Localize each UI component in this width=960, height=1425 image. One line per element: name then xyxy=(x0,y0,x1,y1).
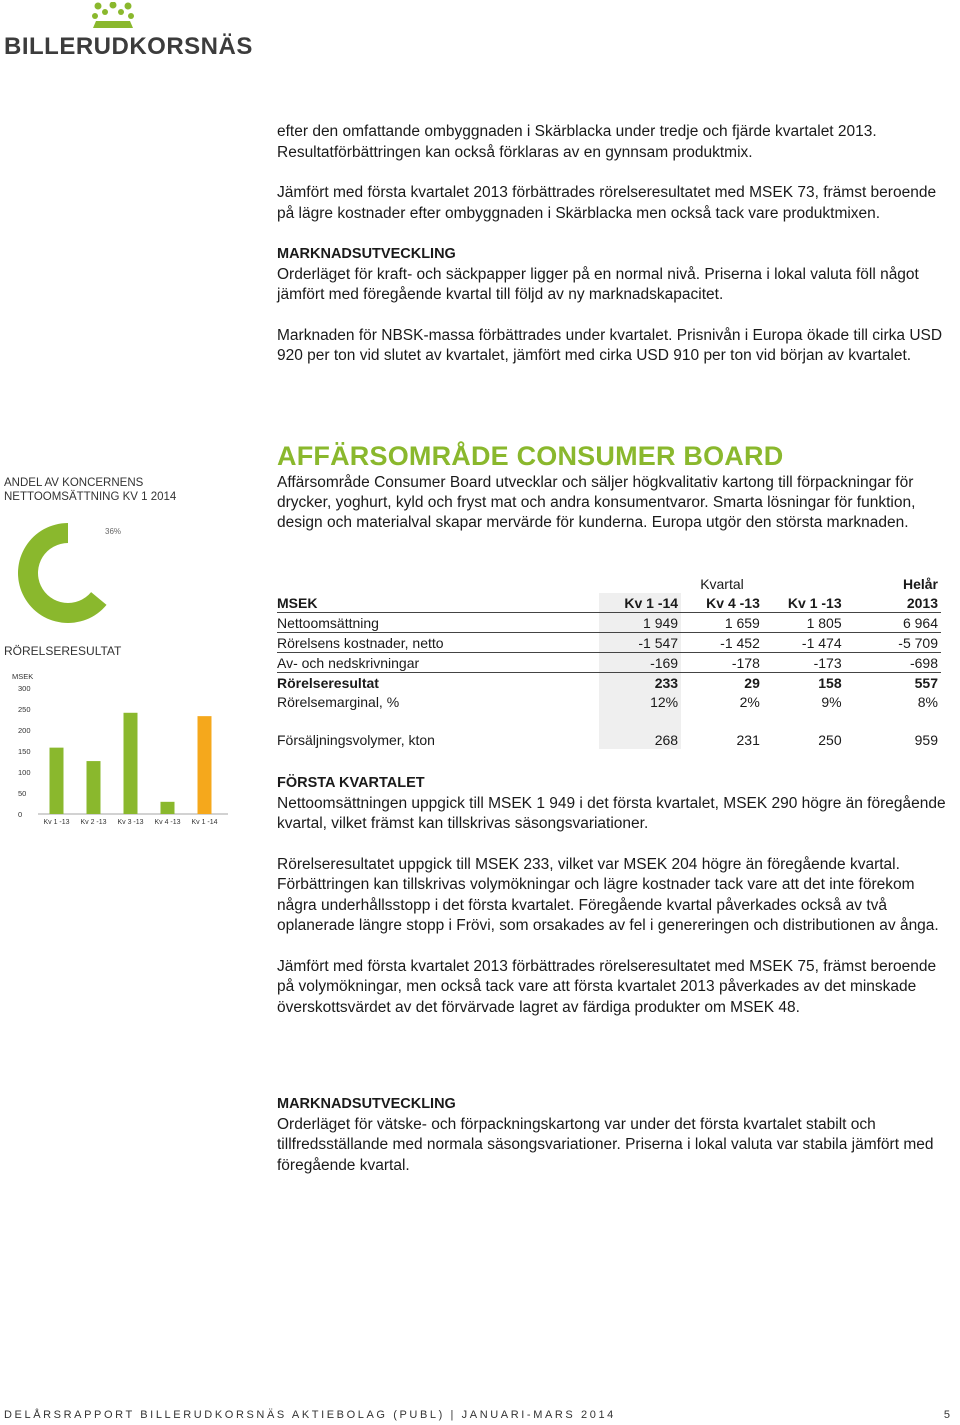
table-cell: 1 949 xyxy=(599,613,681,633)
table-group-header: Kvartal xyxy=(700,575,744,592)
x-tick-label: Kv 3 -13 xyxy=(117,819,144,826)
market-heading: MARKNADSUTVECKLING xyxy=(277,1096,456,1112)
brand-name: BILLERUDKORSNÄS xyxy=(4,33,253,60)
table-cell: 6 964 xyxy=(845,613,941,633)
table-cell: Rörelsens kostnader, netto xyxy=(277,633,599,653)
x-tick-label: Kv 2 -13 xyxy=(80,819,107,826)
market-paragraph: Orderläget för vätske- och förpackningskartong var under det första kvartalet stabilt och tillfredsställande med normala säsongsvariationer. Priserna i lokal valuta var stabila jämfört med föregående kvartal. xyxy=(277,1115,934,1174)
table-year-header: Helår xyxy=(902,575,938,592)
donut-label-line: ANDEL AV KONCERNENS xyxy=(4,477,144,489)
y-axis-label: MSEK xyxy=(12,672,34,681)
section-intro: Affärsområde Consumer Board utvecklar och säljer högkvalitativ kartong till förpackningar för drycker, yoghurt, kyld och fryst mat och andra konsumentvaror. Smarta lösningar för funktion, design och materialval skapar mervärde för kunderna. Europa utgör den största marknaden. xyxy=(277,474,916,531)
table-cell: 557 xyxy=(914,674,938,691)
table-row xyxy=(277,692,941,711)
bar xyxy=(161,802,175,814)
market-section-1 xyxy=(277,244,947,306)
y-tick-label: 200 xyxy=(18,726,31,735)
table-cell: 12% xyxy=(599,692,681,711)
table-cell: Försäljningsvolymer, kton xyxy=(277,731,435,748)
table-cell: Rörelsemarginal, % xyxy=(277,693,400,710)
crown-logo-icon xyxy=(88,2,138,32)
table-cell: 250 xyxy=(818,731,842,748)
table-cell: -1 547 xyxy=(599,633,681,653)
first-quarter-heading: FÖRSTA KVARTALET xyxy=(277,775,425,791)
first-quarter-section xyxy=(277,773,947,1038)
table-cell: 9% xyxy=(821,693,842,710)
y-tick-label: 150 xyxy=(18,747,31,756)
table-cell: 231 xyxy=(736,731,760,748)
table-cell: Av- och nedskrivningar xyxy=(277,653,599,673)
bar xyxy=(198,716,212,814)
table-cell: 158 xyxy=(818,674,842,691)
table-row xyxy=(277,633,941,653)
x-tick-label: Kv 1 -14 xyxy=(191,819,218,826)
table-cell: 1 805 xyxy=(763,613,845,633)
table-row xyxy=(277,653,941,673)
y-tick-label: 50 xyxy=(18,789,27,798)
bar xyxy=(124,713,138,814)
x-tick-label: Kv 1 -13 xyxy=(43,819,70,826)
table-cell: 29 xyxy=(744,674,760,691)
intro-text xyxy=(277,122,947,387)
y-tick-label: 300 xyxy=(18,684,31,693)
table-row xyxy=(277,730,941,749)
table-cell: -5 709 xyxy=(845,633,941,653)
y-tick-label: 250 xyxy=(18,705,31,714)
table-spacer xyxy=(277,711,941,730)
table-header-cell: Kv 1 -13 xyxy=(763,593,845,613)
footer-text: DELÅRSRAPPORT BILLERUDKORSNÄS AKTIEBOLAG (PUBL) | JANUARI-MARS 2014 xyxy=(4,1409,616,1421)
donut-data-label: 36% xyxy=(105,527,122,536)
market-paragraph: Orderläget för kraft- och säckpapper ligger på en normal nivå. Priserna i lokal valuta föll något jämfört med föregående kvartal till följd av ny marknadskapacitet. xyxy=(277,265,919,303)
first-quarter-paragraph: Nettoomsättningen uppgick till MSEK 1 949 i det första kvartalet, MSEK 290 högre än föregående kvartal, vilket främst kan tillskrivas säsongsvariationer. xyxy=(277,794,946,832)
page-number: 5 xyxy=(943,1409,950,1421)
table-cell: -173 xyxy=(763,653,845,673)
donut-label xyxy=(4,476,176,504)
market-section-2 xyxy=(277,1094,947,1176)
table-cell: -1 452 xyxy=(681,633,763,653)
bar xyxy=(87,761,101,814)
table-cell: -169 xyxy=(599,653,681,673)
table-cell: 8% xyxy=(917,693,938,710)
donut-label-line: NETTOOMSÄTTNING KV 1 2014 xyxy=(4,491,177,503)
table-cell: Nettoomsättning xyxy=(277,613,599,633)
company-logo xyxy=(0,0,253,60)
table-header-cell: Kv 4 -13 xyxy=(681,593,763,613)
y-tick-label: 0 xyxy=(18,810,23,819)
market-paragraph: Marknaden för NBSK-massa förbättrades under kvartalet. Prisnivån i Europa ökade till cirka USD 920 per ton vid slutet av kvartalet, jämfört med cirka USD 910 per ton vid början av kvartalet. xyxy=(277,326,943,364)
first-quarter-paragraph: Jämfört med första kvartalet 2013 förbättrades rörelseresultatet med MSEK 75, främst beroende på volymökningar, men också tack vare att första kvartalet 2013 påverkades av det minskade överskottsvärdet av det förvärvade lagret av färdiga produkter om MSEK 48. xyxy=(277,957,937,1016)
table-header-cell: Kv 1 -14 xyxy=(599,593,681,613)
y-tick-label: 100 xyxy=(18,768,31,777)
table-cell: Rörelseresultat xyxy=(277,674,379,691)
table-row xyxy=(277,673,941,693)
x-tick-label: Kv 4 -13 xyxy=(154,819,181,826)
table-cell: -698 xyxy=(845,653,941,673)
page-footer xyxy=(4,1409,950,1421)
intro-paragraph: Jämfört med första kvartalet 2013 förbättrades rörelseresultatet med MSEK 73, främst beroende på lägre kostnader efter ombyggnaden i Skärblacka men också tack vare produktmixen. xyxy=(277,184,937,222)
bar-chart-title: RÖRELSERESULTAT xyxy=(4,644,122,658)
bar xyxy=(50,748,64,814)
intro-paragraph: efter den omfattande ombyggnaden i Skärblacka under tredje och fjärde kvartalet 2013. Resultatförbättringen kan också förklaras av en gynnsam produktmix. xyxy=(277,123,877,161)
market-heading: MARKNADSUTVECKLING xyxy=(277,246,456,262)
table-row xyxy=(277,613,941,633)
share-donut-chart xyxy=(0,505,240,625)
table-cell: 268 xyxy=(599,730,681,749)
table-cell: 2% xyxy=(739,693,760,710)
table-cell: 959 xyxy=(914,731,938,748)
first-quarter-paragraph: Rörelseresultatet uppgick till MSEK 233, vilket var MSEK 204 högre än föregående kvartal. Förbättringen kan tillskrivas volymökningar och lägre kostnader tack vare att det inte förekom några underhållsstopp i det första kvartalet. Föregående kvartal påverkades också av två oplanerade längre stopp i Frövi, som orsakades av fel i genereringen och distributionen av ånga. xyxy=(277,855,939,934)
table-cell: -178 xyxy=(681,653,763,673)
table-cell: -1 474 xyxy=(763,633,845,653)
financial-table xyxy=(277,574,941,749)
table-header-cell: 2013 xyxy=(845,593,941,613)
table-header-cell: MSEK xyxy=(277,593,599,613)
table-cell: 1 659 xyxy=(681,613,763,633)
section-title: AFFÄRSOMRÅDE CONSUMER BOARD xyxy=(277,441,784,471)
table-cell: 233 xyxy=(599,673,681,693)
operating-profit-bar-chart xyxy=(0,668,240,833)
